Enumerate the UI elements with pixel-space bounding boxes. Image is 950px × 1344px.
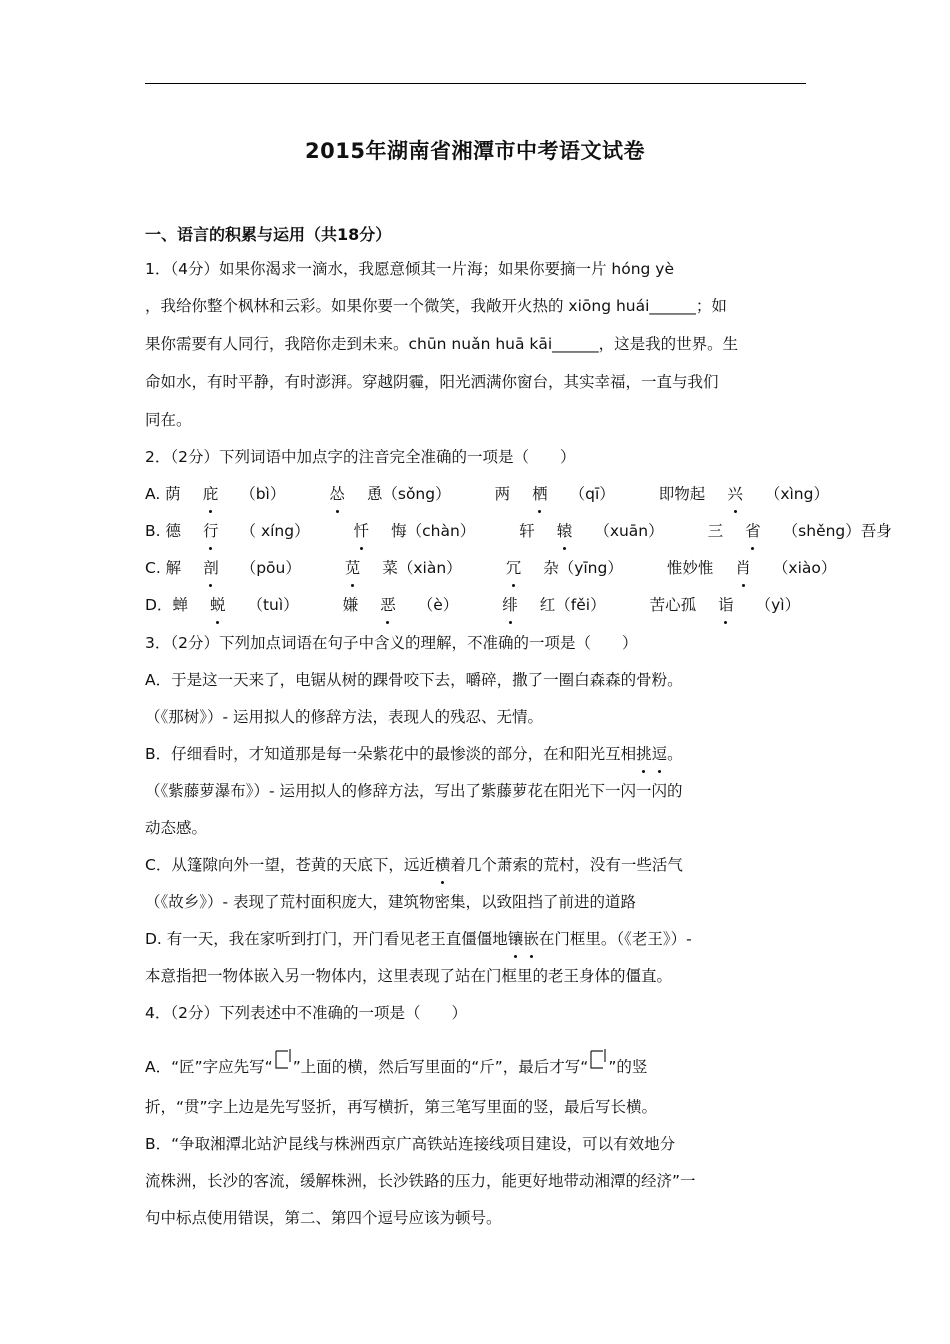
q4-option-b-line-1: B．“争取湘潭北站沪昆线与株洲西京广高铁站连接线项目建设，可以有效地分: [145, 1135, 676, 1153]
q2-option-c: C. 解 剖 （pōu） 苋 菜（xiàn） 冗 杂（yīng） 惟妙惟 肖 （xiào）: [145, 555, 806, 592]
q1-line-2: ，我给你整个枫林和云彩。如果你要一个微笑，我敞开火热的 xiōng huái______；如: [145, 297, 727, 315]
radical-stroke-icon: [588, 1048, 608, 1074]
q4-option-a-line-2: 折，“贯”字上边是先写竖折，再写横折，第三笔写里面的竖，最后写长横。: [145, 1098, 658, 1116]
q3-option-d: D. 有一天，我在家听到打门，开门看见老王直僵僵地镶嵌在门框里。（《老王》）-: [145, 926, 806, 963]
q1-line-5: 同在。: [145, 411, 192, 429]
section-heading: 一、语言的积累与运用（共18分）: [145, 225, 392, 244]
header-rule: [145, 83, 806, 84]
q4-stem: 4．（2分）下列表述中不准确的一项是（ ）: [145, 1004, 467, 1022]
q4-option-a: A．“匠”字应先写“ ”上面的横，然后写里面的“斤”，最后才写“ ”的竖: [145, 1044, 806, 1094]
q2-option-a: A. 荫 庇 （bì） 怂 恿（sǒng） 两 栖 （qī） 即物起 兴 （xìng）: [145, 481, 806, 518]
q2-option-d: D．蝉 蜕 （tuì） 嫌 恶 （è） 绯 红（fěi） 苦心孤 诣 （yì）: [145, 592, 806, 630]
exam-title: 2015年湖南省湘潭市中考语文试卷: [305, 139, 645, 163]
q2-stem: 2．（2分）下列词语中加点字的注音完全准确的一项是（ ）: [145, 448, 576, 466]
q3-option-c-note: （《故乡》）- 表现了荒村面积庞大，建筑物密集，以致阻挡了前进的道路: [145, 893, 637, 911]
exam-content: [145, 256, 892, 1242]
q1-line-3: 果你需要有人同行，我陪你走到未来。chūn nuǎn huā kāi______，这是我的世界。生: [145, 335, 739, 353]
q4-option-b-line-3: 句中标点使用错误，第二、第四个逗号应该为顿号。: [145, 1209, 502, 1227]
q3-stem: 3．（2分）下列加点词语在句子中含义的理解，不准确的一项是（ ）: [145, 634, 638, 652]
q4-option-b-line-2: 流株洲，长沙的客流，缓解株洲，长沙铁路的压力，能更好地带动湘潭的经济”一: [145, 1172, 696, 1190]
q3-option-a: A．于是这一天来了，电锯从树的踝骨咬下去，嚼碎，撒了一圈白森森的骨粉。: [145, 671, 683, 689]
q3-option-a-note: （《那树》）- 运用拟人的修辞方法，表现人的残忍、无情。: [145, 708, 544, 726]
radical-stroke-icon: [273, 1048, 293, 1074]
q3-option-b-note-2: 动态感。: [145, 819, 208, 837]
q2-option-b: B. 德 行 （ xíng） 忏 悔（chàn） 轩 辕 （xuān） 三 省 （shěng）吾身: [145, 518, 806, 555]
q3-option-b-note: （《紫藤萝瀑布》）- 运用拟人的修辞方法，写出了紫藤萝花在阳光下一闪一闪的: [145, 782, 683, 800]
q3-option-b: B．仔细看时，才知道那是每一朵紫花中的最惨淡的部分，在和阳光互相挑逗。: [145, 741, 806, 778]
q3-option-c: C．从篷隙向外一望，苍黄的天底下，远近横着几个萧索的荒村，没有一些活气: [145, 852, 806, 889]
q1-line-1: 1．（4分）如果你渴求一滴水，我愿意倾其一片海；如果你要摘一片 hóng yè: [145, 260, 675, 278]
q3-option-d-note: 本意指把一物体嵌入另一物体内，这里表现了站在门框里的老王身体的僵直。: [145, 967, 673, 985]
q1-line-4: 命如水，有时平静，有时澎湃。穿越阴霾，阳光洒满你窗台，其实幸福，一直与我们: [145, 373, 719, 391]
